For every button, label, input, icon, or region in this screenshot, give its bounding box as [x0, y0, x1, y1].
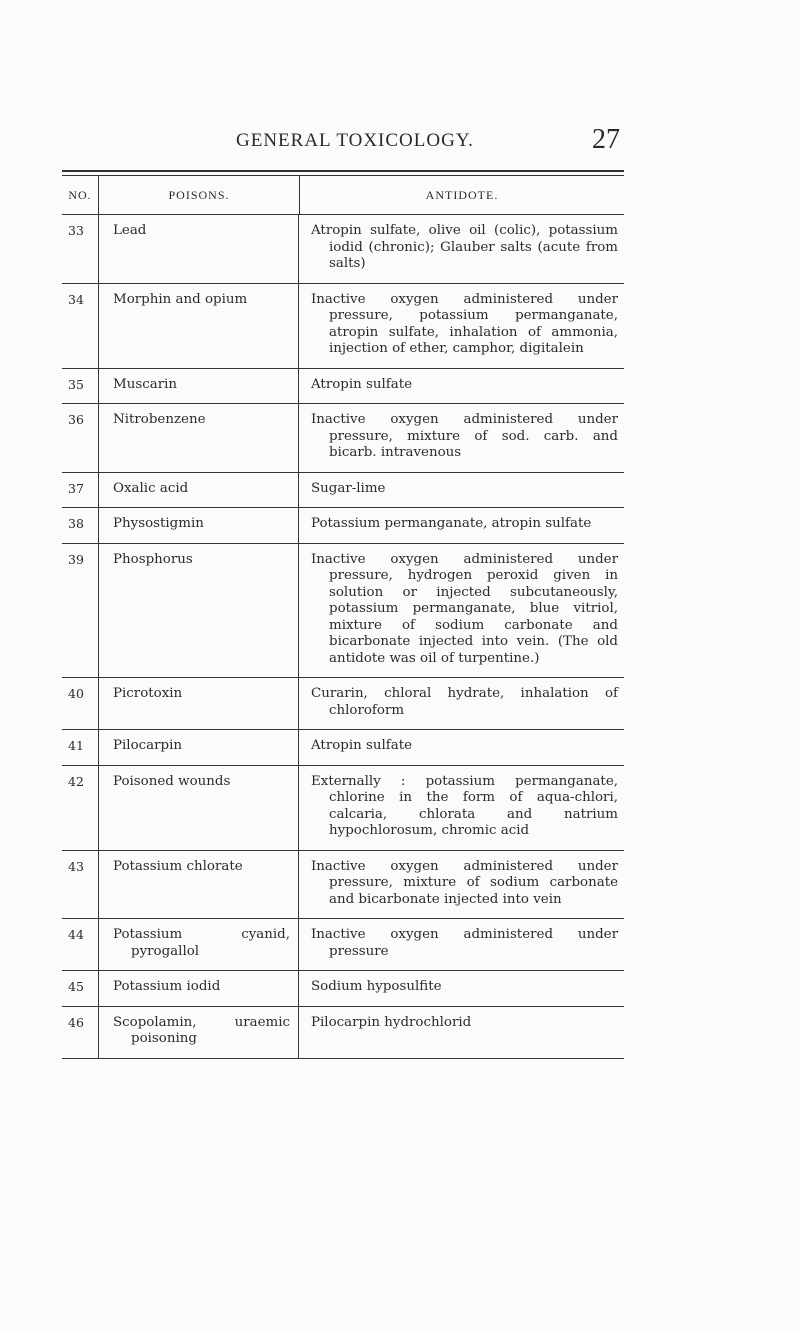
row-number: 33 — [68, 223, 84, 238]
table-row — [62, 508, 624, 544]
poison-cell: Lead — [98, 215, 298, 283]
antidote-cell: Externally : potassium permanganate, chlorine in the form of aqua-chlori, calcaria, chlorata and natrium hypochlorosum, chromic acid — [298, 766, 624, 850]
antidote-cell: Atropin sulfate — [298, 730, 624, 765]
antidote-cell: Atropin sulfate — [298, 369, 624, 404]
table-row — [62, 544, 624, 679]
antidote-cell: Inactive oxygen administered under pressure, potassium permanganate, atropin sulfate, inhalation of ammonia, injection of ether, camphor, digitalein — [298, 284, 624, 368]
antidote-cell: Inactive oxygen administered under pressure — [298, 919, 624, 970]
poison-cell: Physostigmin — [98, 508, 298, 543]
antidote-cell: Sugar-lime — [298, 473, 624, 508]
poison-cell: Morphin and opium — [98, 284, 298, 368]
table-row — [62, 919, 624, 971]
column-header-antidote: ANTIDOTE. — [299, 176, 624, 214]
table-row — [62, 971, 624, 1007]
running-head — [0, 124, 800, 154]
antidote-cell: Inactive oxygen administered under pressure, mixture of sodium carbonate and bicarbonate injected into vein — [298, 851, 624, 919]
table-row — [62, 851, 624, 920]
poison-cell: Phosphorus — [98, 544, 298, 678]
table-row — [62, 1007, 624, 1059]
poison-cell: Oxalic acid — [98, 473, 298, 508]
row-number: 34 — [68, 291, 84, 307]
table-row — [62, 369, 624, 405]
row-number: 37 — [68, 480, 84, 496]
row-number: 41 — [68, 738, 84, 753]
row-number: 40 — [68, 686, 84, 701]
antidote-cell: Potassium permanganate, atropin sulfate — [298, 508, 624, 543]
table-body — [62, 215, 624, 1059]
antidote-cell: Pilocarpin hydrochlorid — [298, 1007, 624, 1058]
column-header-no: NO. — [68, 187, 92, 202]
row-number: 35 — [68, 376, 84, 392]
poison-cell: Potassium chlorate — [98, 851, 298, 919]
poison-cell: Pilocarpin — [98, 730, 298, 765]
table-row — [62, 766, 624, 851]
row-number: 36 — [68, 412, 84, 427]
poison-cell: Potassium cyanid, pyrogallol — [98, 919, 298, 970]
poison-cell: Picrotoxin — [98, 678, 298, 729]
antidote-cell: Curarin, chloral hydrate, inhalation of chloroform — [298, 678, 624, 729]
row-number: 46 — [68, 1014, 84, 1030]
table-row — [62, 473, 624, 509]
row-number: 39 — [68, 551, 84, 567]
row-number: 43 — [68, 858, 84, 874]
table-row — [62, 730, 624, 766]
column-header-poisons: POISONS. — [98, 176, 299, 214]
poison-cell: Nitrobenzene — [98, 404, 298, 472]
row-number: 42 — [68, 773, 84, 789]
row-number: 45 — [68, 979, 84, 994]
table-row — [62, 678, 624, 730]
table-row — [62, 404, 624, 473]
poison-cell: Scopolamin, uraemic poisoning — [98, 1007, 298, 1058]
antidote-cell: Sodium hyposulfite — [298, 971, 624, 1006]
page-number: 27 — [592, 124, 620, 155]
antidote-table — [62, 170, 624, 1059]
poison-cell: Poisoned wounds — [98, 766, 298, 850]
antidote-cell: Atropin sulfate, olive oil (colic), potassium iodid (chronic); Glauber salts (acute from salts) — [298, 215, 624, 283]
poison-cell: Muscarin — [98, 369, 298, 404]
table-row — [62, 284, 624, 369]
table-header — [62, 176, 624, 215]
antidote-cell: Inactive oxygen administered under pressure, mixture of sod. carb. and bicarb. intravenous — [298, 404, 624, 472]
table-row — [62, 215, 624, 284]
antidote-cell: Inactive oxygen administered under pressure, hydrogen peroxid given in solution or injected subcutaneously, potassium permanganate, blue vitriol, mixture of sodium carbonate and bicarbonate injected into vein. (The old antidote was oil of turpentine.) — [298, 544, 624, 678]
row-number: 38 — [68, 516, 84, 531]
running-title: GENERAL TOXICOLOGY. — [236, 130, 474, 151]
poison-cell: Potassium iodid — [98, 971, 298, 1006]
row-number: 44 — [68, 927, 84, 942]
